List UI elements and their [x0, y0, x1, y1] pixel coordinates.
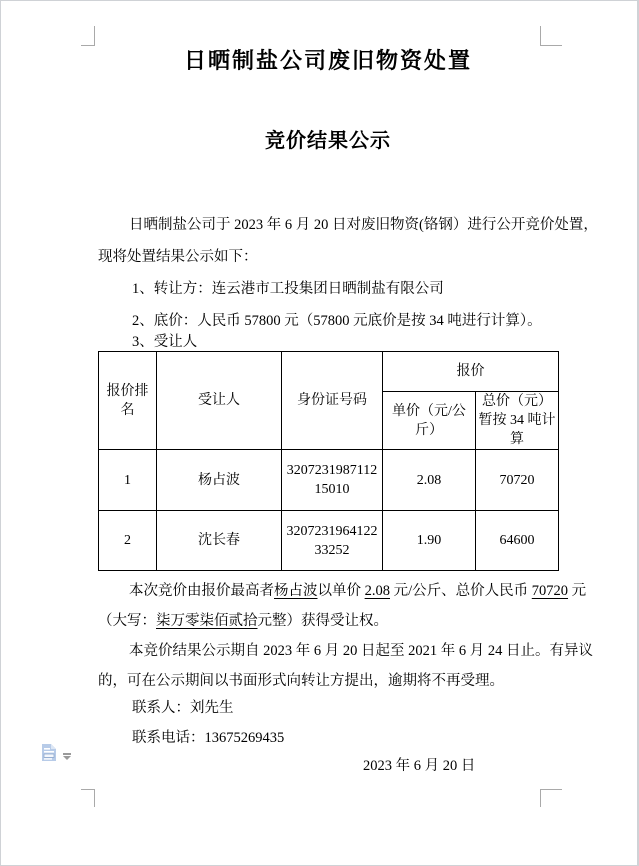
col-header-quote: 报价 — [383, 352, 559, 392]
contact-phone: 联系电话：13675269435 — [132, 730, 285, 746]
cell-rank: 1 — [99, 450, 157, 511]
col-header-id-number: 身份证号码 — [282, 352, 383, 450]
amount-in-words-underlined: 柒万零柒佰贰拾 — [156, 613, 258, 629]
contact-person: 联系人：刘先生 — [132, 700, 234, 716]
result-text: （大写： — [98, 613, 156, 629]
result-line-1 — [98, 581, 589, 601]
total-price-underlined: 70720 — [531, 583, 569, 599]
doc-subtitle: 竞价结果公示 — [265, 130, 391, 152]
notice-line-2: 的，可在公示期间以书面形式向转让方提出，逾期将不再受理。 — [98, 673, 504, 689]
cell-rank: 2 — [99, 511, 157, 571]
text-boundary-corner-bottom-right — [540, 789, 562, 807]
cell-total-price: 70720 — [476, 450, 559, 511]
cell-name: 杨占波 — [157, 450, 282, 511]
winner-name-underlined: 杨占波 — [274, 583, 318, 599]
text-boundary-corner-top-left — [81, 26, 95, 46]
table-row — [99, 450, 559, 511]
result-line-2 — [98, 611, 558, 631]
result-text: 元 — [568, 583, 587, 599]
chevron-down-icon — [62, 753, 71, 760]
notice-line-1: 本竞价结果公示期自 2023 年 6 月 20 日起至 2021 年 6 月 24 日止。有异议 — [129, 643, 593, 659]
table-row — [99, 511, 559, 571]
result-text: 以单价 — [317, 583, 365, 599]
intro-line-1: 日晒制盐公司于 2023 年 6 月 20 日对废旧物资(铬钢）进行公开竞价处置， — [129, 217, 598, 233]
text-boundary-corner-bottom-left — [81, 789, 95, 807]
result-text: 本次竞价由报价最高者 — [129, 583, 274, 599]
col-header-rank: 报价排名 — [99, 352, 157, 450]
list-item-transferor: 1、转让方：连云港市工投集团日晒制盐有限公司 — [132, 281, 444, 297]
col-header-transferee: 受让人 — [157, 352, 282, 450]
doc-title: 日晒制盐公司废旧物资处置 — [183, 48, 472, 73]
text-boundary-corner-top-right — [540, 26, 562, 46]
result-text: 元/公斤、总价人民币 — [390, 583, 532, 599]
paste-options-button[interactable] — [41, 742, 75, 768]
list-item-transferee: 3、受让人 — [132, 334, 198, 350]
cell-total-price: 64600 — [476, 511, 559, 571]
col-header-unit-price: 单价（元/公斤） — [383, 392, 476, 450]
doc-date: 2023 年 6 月 20 日 — [363, 758, 476, 774]
list-item-base-price: 2、底价：人民币 57800 元（57800 元底价是按 34 吨进行计算）。 — [132, 313, 542, 329]
intro-line-2: 现将处置结果公示如下： — [98, 249, 258, 265]
bid-result-table — [98, 351, 559, 571]
col-header-total-price: 总价（元）暂按 34 吨计算 — [476, 392, 559, 450]
cell-unit-price: 2.08 — [383, 450, 476, 511]
paste-options-icon — [41, 743, 58, 767]
cell-unit-price: 1.90 — [383, 511, 476, 571]
cell-id-number: 320723196412233252 — [282, 511, 383, 571]
cell-name: 沈长春 — [157, 511, 282, 571]
cell-id-number: 320723198711215010 — [282, 450, 383, 511]
unit-price-underlined: 2.08 — [364, 583, 390, 599]
result-text: 元整）获得受让权。 — [257, 613, 388, 629]
